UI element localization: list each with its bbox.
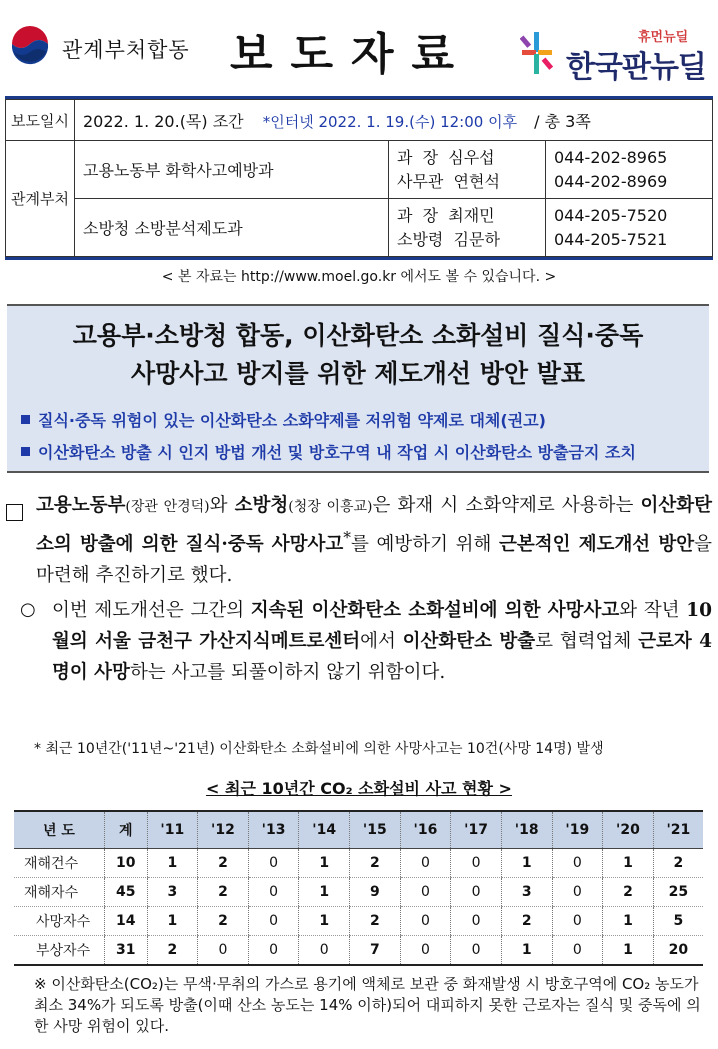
contact-phone: 044-202-8965 bbox=[554, 147, 668, 167]
text-run: 에서 bbox=[360, 631, 403, 652]
table-cell: 1 bbox=[147, 907, 198, 936]
table-cell: 2 bbox=[653, 849, 703, 878]
page-count: / 총 3쪽 bbox=[534, 111, 591, 131]
page-title: 보도자료 bbox=[230, 29, 473, 80]
internet-embargo-note: *인터넷 2022. 1. 19.(수) 12:00 이후 bbox=[262, 112, 518, 131]
table-cell: 2 bbox=[603, 878, 654, 907]
table-cell: 0 bbox=[451, 907, 502, 936]
table-cell: 1 bbox=[603, 936, 654, 966]
website-note: < 본 자료는 http://www.moel.go.kr 에서도 볼 수 있습니다. > bbox=[161, 269, 557, 285]
table-cell: 1 bbox=[501, 849, 552, 878]
footnote: * 최근 10년간('11년~'21년) 이산화탄소 소화설비에 의한 사망사고는 10건(사망 14명) 발생 bbox=[34, 741, 604, 757]
table-cell: 0 bbox=[248, 849, 299, 878]
table-cell: 31 bbox=[105, 936, 148, 966]
row-label: 사망자수 bbox=[14, 907, 105, 936]
contact-phone: 044-205-7521 bbox=[554, 229, 668, 249]
table-cell: 0 bbox=[451, 936, 502, 966]
table-row bbox=[14, 936, 703, 966]
table-cell: 0 bbox=[400, 849, 451, 878]
contact-person: 연현석 bbox=[453, 171, 500, 191]
headline-line-2: 사망사고 방지를 위한 제도개선 방안 발표 bbox=[130, 359, 586, 388]
contact-phone: 044-205-7520 bbox=[554, 205, 668, 225]
square-bullet-icon bbox=[21, 447, 30, 456]
text-run: (청장 이흥교) bbox=[288, 499, 373, 515]
column-header: 계 bbox=[105, 811, 148, 849]
release-info-table bbox=[5, 99, 713, 257]
column-header: '14 bbox=[299, 811, 350, 849]
contact-person: 최재민 bbox=[448, 205, 495, 225]
table-cell: 2 bbox=[198, 907, 249, 936]
column-header-year: 년 도 bbox=[14, 811, 105, 849]
contact-title: 과 장 bbox=[397, 147, 439, 167]
table-cell: 1 bbox=[299, 907, 350, 936]
headline-box bbox=[7, 304, 709, 473]
text-run: 와 bbox=[209, 495, 235, 516]
table-cell: 9 bbox=[350, 878, 401, 907]
table-cell: 0 bbox=[400, 907, 451, 936]
column-header: '21 bbox=[653, 811, 703, 849]
text-run: 와 작년 bbox=[619, 600, 687, 621]
table-cell: 3 bbox=[147, 878, 198, 907]
table-cell: 0 bbox=[248, 878, 299, 907]
table-cell: 0 bbox=[451, 878, 502, 907]
table-cell: 2 bbox=[350, 907, 401, 936]
table-cell: 0 bbox=[552, 936, 603, 966]
table-cell: 0 bbox=[451, 849, 502, 878]
text-run: 은 화재 시 소화약제로 사용하는 bbox=[372, 495, 641, 516]
release-date-value: 2022. 1. 20.(목) 조간 bbox=[83, 111, 244, 131]
column-header: '13 bbox=[248, 811, 299, 849]
table-title bbox=[0, 776, 718, 799]
text-run: 이산화탄소 방출 bbox=[402, 631, 536, 652]
text-run: 하는 사고를 되풀이하지 않기 위함이다. bbox=[129, 662, 446, 683]
text-run: 이산화탄소의 방출에 의한 질식·중독 사망사고 bbox=[36, 495, 712, 556]
text-run: 근본적인 제도개선 방안 bbox=[499, 534, 695, 556]
gov-joint-name: 관계부처합동 bbox=[62, 38, 190, 62]
table-cell: 14 bbox=[105, 907, 148, 936]
contact-person: 김문하 bbox=[453, 229, 500, 249]
column-header: '16 bbox=[400, 811, 451, 849]
column-header: '15 bbox=[350, 811, 401, 849]
table-cell: 10 bbox=[105, 849, 148, 878]
headline-bullet-1 bbox=[21, 408, 546, 431]
table-cell: 1 bbox=[299, 849, 350, 878]
table-cell: 0 bbox=[552, 907, 603, 936]
row-label: 재해자수 bbox=[14, 878, 105, 907]
table-row bbox=[14, 907, 703, 936]
table-cell: 7 bbox=[350, 936, 401, 966]
text-run: 지속된 이산화탄소 소화설비에 의한 사망사고 bbox=[250, 600, 620, 621]
table-cell: 0 bbox=[248, 907, 299, 936]
table-cell: 2 bbox=[198, 849, 249, 878]
table-cell: 0 bbox=[299, 936, 350, 966]
column-header: '18 bbox=[501, 811, 552, 849]
table-cell: 0 bbox=[248, 936, 299, 966]
text-run: 를 예방하기 위해 bbox=[351, 534, 500, 556]
bottom-note: ※ 이산화탄소(CO₂)는 무색·무취의 가스로 용기에 액체로 보관 중 화재발생 시 방호구역에 CO₂ 농도가 최소 34%가 되도록 방출(이때 산소 농도는 14% 이하)되어 대피하지 못한 근로자는 질식 및 중독에 의한 사망 위험이 있다. bbox=[34, 975, 701, 1035]
table-cell: 2 bbox=[147, 936, 198, 966]
dept-label: 관계부처 bbox=[6, 141, 75, 257]
text-run: 고용노동부 bbox=[36, 495, 126, 516]
column-header: '11 bbox=[147, 811, 198, 849]
text-run: 이번 제도개선은 그간의 bbox=[52, 600, 251, 621]
table-cell: 0 bbox=[552, 878, 603, 907]
headline-line-1: 고용부·소방청 합동, 이산화탄소 소화설비 질식·중독 bbox=[72, 321, 644, 350]
table-cell: 2 bbox=[501, 907, 552, 936]
dept-name: 소방청 소방분석제도과 bbox=[75, 199, 389, 257]
contact-person: 심우섭 bbox=[448, 147, 495, 167]
square-bullet-icon bbox=[21, 415, 30, 424]
table-cell: 45 bbox=[105, 878, 148, 907]
column-header: '20 bbox=[603, 811, 654, 849]
table-cell: 0 bbox=[400, 936, 451, 966]
paragraph-1 bbox=[36, 490, 712, 591]
row-label: 재해건수 bbox=[14, 849, 105, 878]
new-deal-logo-icon bbox=[520, 30, 554, 76]
table-header-row bbox=[14, 811, 703, 849]
table-cell: 20 bbox=[653, 936, 703, 966]
text-run: 소방청 bbox=[234, 495, 289, 516]
paragraph-2 bbox=[52, 595, 712, 688]
empty-square-bullet-icon bbox=[6, 504, 23, 521]
text-run: 10월의 서울 금천구 가산지식메트로센터 bbox=[52, 600, 712, 652]
table-cell: 3 bbox=[501, 878, 552, 907]
brand-name: 한국판뉴딜 bbox=[566, 50, 706, 85]
divider bbox=[5, 257, 713, 260]
column-header: '19 bbox=[552, 811, 603, 849]
table-row bbox=[14, 849, 703, 878]
table-row bbox=[14, 878, 703, 907]
table-cell: 0 bbox=[552, 849, 603, 878]
table-cell: 1 bbox=[603, 907, 654, 936]
accident-stats-table bbox=[14, 810, 703, 966]
circle-bullet: ○ bbox=[20, 599, 36, 620]
table-cell: 1 bbox=[603, 849, 654, 878]
contact-title: 사무관 bbox=[397, 171, 444, 191]
dept-name: 고용노동부 화학사고예방과 bbox=[75, 141, 389, 199]
text-run: 을 마련해 추진하기로 했다. bbox=[36, 534, 712, 587]
text-run: (장관 안경덕) bbox=[125, 499, 210, 515]
table-cell: 0 bbox=[400, 878, 451, 907]
table-cell: 1 bbox=[501, 936, 552, 966]
contact-phone: 044-202-8969 bbox=[554, 171, 668, 191]
contact-title: 소방령 bbox=[397, 229, 444, 249]
table-title-text: < 최근 10년간 CO₂ 소화설비 사고 현황 > bbox=[206, 779, 512, 798]
row-label: 부상자수 bbox=[14, 936, 105, 966]
text-run: 근로자 4명이 사망 bbox=[52, 631, 712, 683]
column-header: '12 bbox=[198, 811, 249, 849]
table-cell: 0 bbox=[198, 936, 249, 966]
footnote-mark: * bbox=[343, 529, 351, 547]
table-cell: 1 bbox=[299, 878, 350, 907]
bullet-text: 이산화탄소 방출 시 인지 방법 개선 및 방호구역 내 작업 시 이산화탄소 방출금지 조치 bbox=[38, 443, 636, 462]
column-header: '17 bbox=[451, 811, 502, 849]
release-date-label: 보도일시 bbox=[6, 100, 75, 141]
headline-bullet-2 bbox=[21, 440, 636, 463]
text-run: 로 협력업체 bbox=[535, 631, 639, 652]
table-cell: 2 bbox=[198, 878, 249, 907]
table-cell: 5 bbox=[653, 907, 703, 936]
bullet-text: 질식·중독 위험이 있는 이산화탄소 소화약제를 저위험 약제로 대체(권고) bbox=[38, 411, 546, 430]
table-cell: 1 bbox=[147, 849, 198, 878]
contact-title: 과 장 bbox=[397, 205, 439, 225]
table-cell: 25 bbox=[653, 878, 703, 907]
government-emblem-icon bbox=[8, 24, 52, 68]
brand-subtitle: 휴먼뉴딜 bbox=[638, 30, 689, 45]
table-cell: 2 bbox=[350, 849, 401, 878]
